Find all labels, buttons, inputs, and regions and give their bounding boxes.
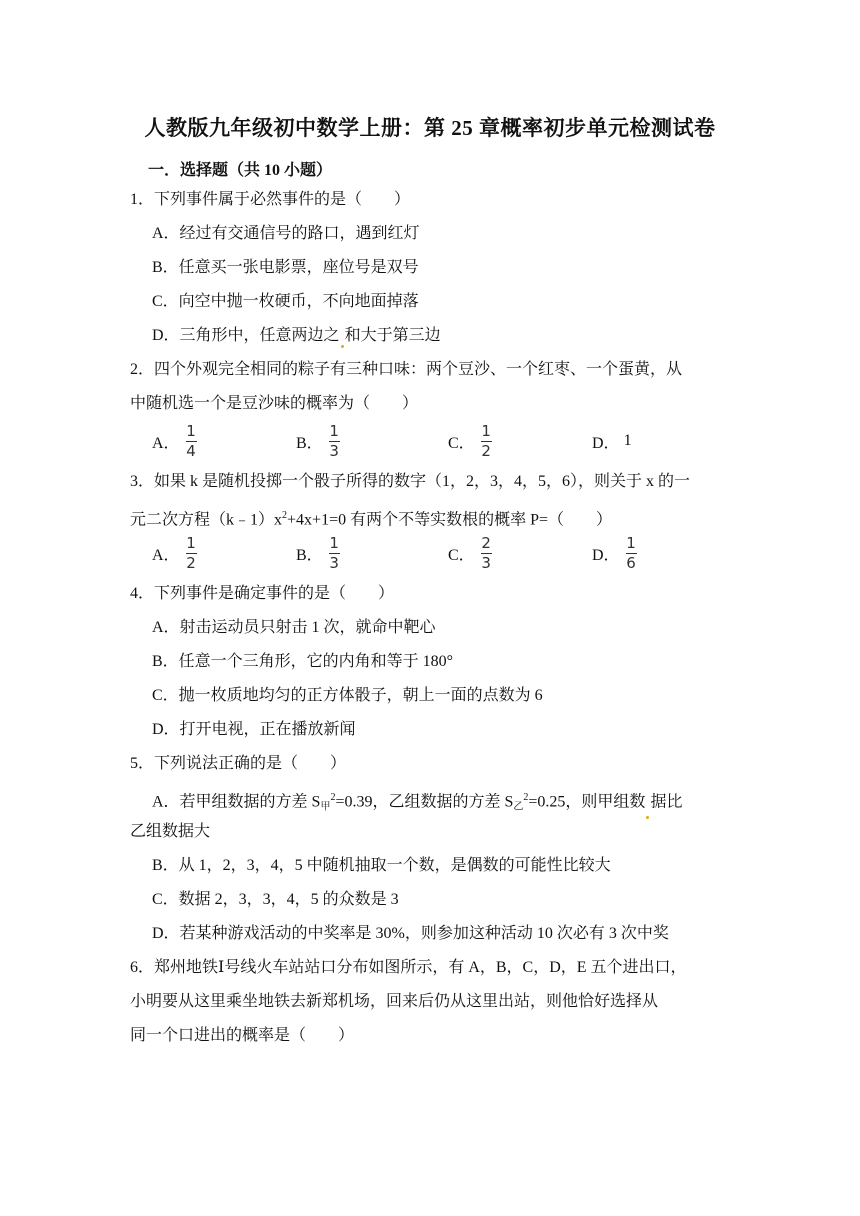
question-3-stem-line-2 [130,504,612,532]
question-3-option-d [592,533,637,573]
document-title: 人教版九年级初中数学上册：第 25 章概率初步单元检测试卷 [144,116,716,140]
question-5-option-a-line-2: 乙组数据大 [130,823,211,840]
numerator: 2 [481,533,491,552]
fraction [329,535,340,572]
question-1-option-c: C．向空中抛一枚硬币，不向地面掉落 [152,293,419,310]
fraction [481,535,492,572]
option-label: C． [448,546,475,564]
fraction [186,423,197,460]
denominator: 4 [186,441,196,460]
fraction [481,423,492,460]
subscript: 甲 [320,801,331,813]
question-3-options [152,533,712,573]
denominator: 3 [481,553,491,572]
numerator: 1 [626,533,636,552]
subscript: 乙 [513,801,524,813]
question-1-option-d [152,324,441,348]
question-4-option-a: A．射击运动员只射击 1 次，就命中靶心 [152,619,436,636]
question-4-option-d: D．打开电视，正在播放新闻 [152,721,356,738]
question-3-stem-line-1: 3．如果 k 是随机投掷一个骰子所得的数字（1，2，3，4，5，6），则关于 x 的一 [130,473,691,490]
question-5-option-a-text-2: =0.39，乙组数据的方差 S [335,793,514,811]
option-label: D． [592,546,620,564]
question-5-option-a [152,786,682,819]
denominator: 3 [329,553,339,572]
section-heading: 一．选择题（共 10 小题） [148,162,333,179]
question-1-option-d-text-2: 和大于第三边 [344,327,441,344]
denominator: 2 [481,441,491,460]
question-3-option-a [152,533,197,573]
exponent: 2 [523,792,529,803]
numerator: 1 [186,421,196,440]
numerator: 1 [481,421,491,440]
option-label: B． [296,434,323,452]
fraction [329,423,340,460]
option-value: 1 [623,432,632,449]
denominator: 6 [626,553,636,572]
question-5-option-a-text-4: 据比 [650,793,683,811]
question-2-stem-line-2: 中随机选一个是豆沙味的概率为（ ） [130,395,419,412]
option-label: A． [152,546,180,564]
question-6-line-1: 6．郑州地铁Ⅰ号线火车站站口分布如图所示，有 A，B，C，D，E 五个进出口， [130,959,687,976]
option-label: B． [296,546,323,564]
denominator: 3 [329,441,339,460]
question-2-options [152,421,712,461]
question-1-option-b: B．任意买一张电影票，座位号是双号 [152,259,419,276]
option-label: C． [448,434,475,452]
question-5-option-a-text-1: A．若甲组数据的方差 S [152,793,321,811]
question-3-stem-line-2-text-b: +4x+1=0 有两个不等实数根的概率 P=（ ） [287,511,613,529]
question-5-option-b: B．从 1，2，3，4，5 中随机抽取一个数，是偶数的可能性比较大 [152,857,611,874]
question-2-option-c [448,421,492,461]
question-5-stem: 5．下列说法正确的是（ ） [130,755,347,772]
question-2-option-d [592,421,632,461]
question-5-option-a-text-3: =0.25，则甲组数 [528,793,646,811]
exponent: 2 [282,510,288,521]
question-6-line-2: 小明要从这里乘坐地铁去新郑机场，回来后仍从这里出站，则他恰好选择从 [130,993,659,1010]
question-1-option-a: A．经过有交通信号的路口，遇到红灯 [152,225,420,242]
mark-dot [341,345,344,348]
question-4-option-c: C．抛一枚质地均匀的正方体骰子，朝上一面的点数为 6 [152,687,543,704]
denominator: 2 [186,553,196,572]
question-2-stem-line-1: 2．四个外观完全相同的粽子有三种口味：两个豆沙、一个红枣、一个蛋黄，从 [130,361,683,378]
question-4-stem: 4．下列事件是确定事件的是（ ） [130,585,395,602]
question-2-option-b [296,421,340,461]
question-1-option-d-text-1: D．三角形中，任意两边之 [152,327,340,344]
numerator: 1 [186,533,196,552]
question-4-option-b: B．任意一个三角形，它的内角和等于 180° [152,653,454,670]
exponent: 2 [330,792,336,803]
option-label: D． [592,434,620,452]
numerator: 1 [329,533,339,552]
question-3-stem-line-2-text-a: 元二次方程（k﹣1）x [130,511,283,529]
fraction [186,535,197,572]
question-3-option-c [448,533,492,573]
question-5-option-d: D．若某种游戏活动的中奖率是 30%，则参加这种活动 10 次必有 3 次中奖 [152,925,669,942]
question-3-option-b [296,533,340,573]
question-5-option-c: C．数据 2，3，3，4，5 的众数是 3 [152,891,399,908]
numerator: 1 [329,421,339,440]
question-2-option-a [152,421,197,461]
question-1-stem: 1．下列事件属于必然事件的是（ ） [130,191,411,208]
question-6-line-3: 同一个口进出的概率是（ ） [130,1027,355,1044]
mark-dot [646,816,649,819]
fraction [626,535,637,572]
option-label: A． [152,434,180,452]
